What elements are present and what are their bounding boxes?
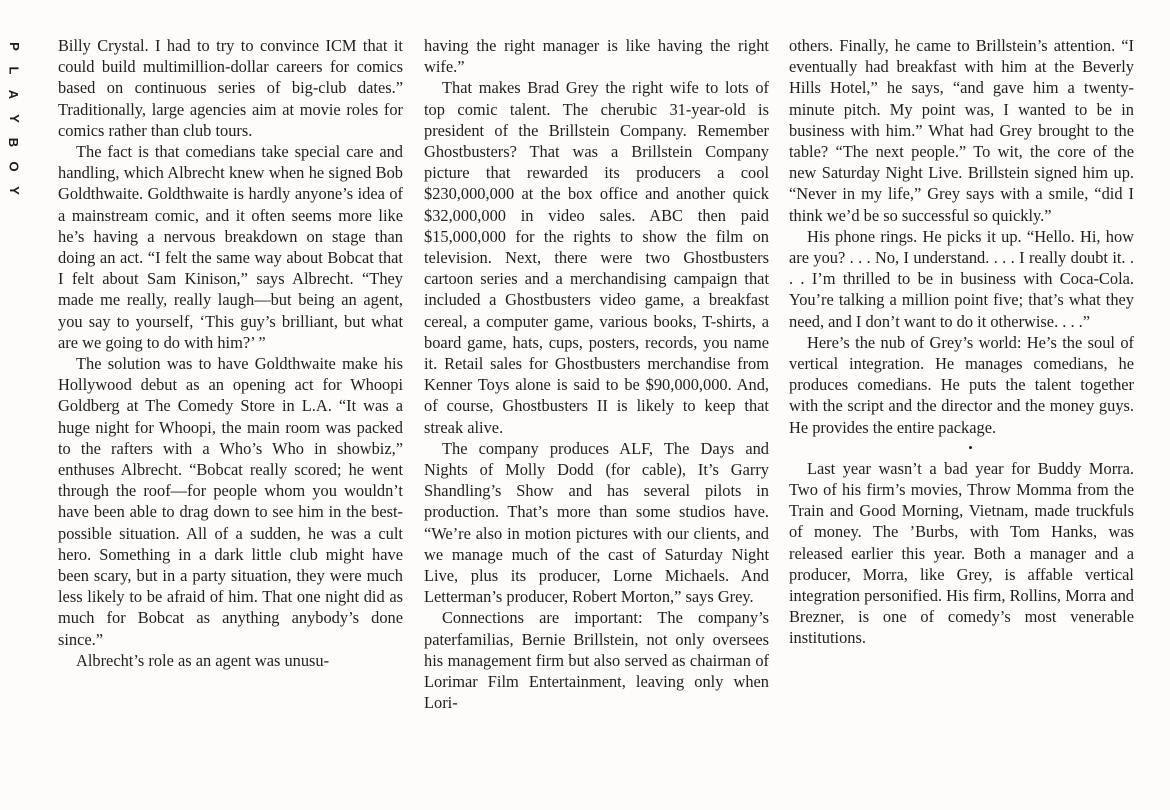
- paragraph: His phone rings. He picks it up. “Hello. Hi, how are you? . . . No, I understand. . . . I really doubt it. . . . I’m thrilled to be in business with Coca-Cola. You’re talking a million point five; that’s what they need, and I don’t want to do it otherwise. . . .”: [789, 226, 1134, 331]
- running-head-letter: O: [6, 161, 22, 172]
- running-head-letter: A: [6, 89, 22, 100]
- running-head-letter: L: [6, 66, 22, 75]
- paragraph: Last year wasn’t a bad year for Buddy Morra. Two of his firm’s movies, Throw Momma from the Train and Good Morning, Vietnam, made truckfuls of money. The ’Burbs, with Tom Hanks, was released earlier this year. Both a manager and a producer, Morra, like Grey, is affable vertical integration personified. His firm, Rollins, Morra and Brezner, is one of comedy’s most venerable institutions.: [789, 458, 1134, 648]
- paragraph: The solution was to have Goldthwaite make his Hollywood debut as an opening act for Whoopi Goldberg at The Comedy Store in L.A. “It was a huge night for Whoopi, the main room was packed to the rafters with a Who’s Who in showbiz,” enthuses Albrecht. “Bobcat really scored; he went through the roof—for people whom you wouldn’t have been able to drag down to see him in the best-possible situation. All of a sudden, he was a cult hero. Something in a dark little club might have been scary, but in a party situation, they were much less likely to be afraid of him. That one night did as much for Bobcat as anything anybody’s done since.”: [58, 354, 403, 649]
- section-break-bullet: •: [968, 439, 973, 455]
- running-head-letter: B: [6, 137, 22, 148]
- paragraph: Connections are important: The company’s paterfamilias, Bernie Brillstein, not only oversees his management firm but also served as chairman of Lorimar Film Entertainment, leaving only when Lori-: [424, 608, 769, 713]
- paragraph: having the right manager is like having the right wife.”: [424, 36, 769, 77]
- paragraph: Albrecht’s role as an agent was unusu-: [76, 650, 330, 670]
- text-column-1: [58, 35, 403, 671]
- paragraph: That makes Brad Grey the right wife to lots of top comic talent. The cherubic 31-year-old is president of the Brillstein Company. Remember Ghostbusters? That was a Brillstein Company picture that rewarded its producers a cool $230,000,000 at the box office and another quick $32,000,000 in video sales. ABC then paid $15,000,000 for the rights to show the film on television. Next, there were two Ghostbusters cartoon series and a merchandising campaign that included a Ghostbusters video game, a breakfast cereal, a computer game, various books, T-shirts, a board game, hats, cups, posters, records, you name it. Retail sales for Ghostbusters merchandise from Kenner Toys alone is said to be $90,000,000. And, of course, Ghostbusters II is likely to keep that streak alive.: [424, 78, 769, 437]
- paragraph: The fact is that comedians take special care and handling, which Albrecht knew when he signed Bob Goldthwaite. Goldthwaite is hardly anyone’s idea of a mainstream comic, and it often seems more like he’s having a nervous breakdown on stage than doing an act. “I felt the same way about Bobcat that I felt about Sam Kinison,” says Albrecht. “They made me really, really laugh—but being an agent, you say to yourself, ‘This guy’s brilliant, but what are we going to do with him?’ ”: [58, 142, 403, 352]
- running-head: [6, 40, 22, 197]
- running-head-letter: Y: [6, 114, 22, 123]
- running-head-letter: P: [6, 42, 22, 51]
- paragraph: Billy Crystal. I had to try to convince ICM that it could build multimillion-dollar careers for comics based on continuous series of big-club dates.” Traditionally, large agencies aim at movie roles for comics rather than club tours.: [58, 36, 403, 140]
- text-column-2: [424, 35, 769, 714]
- running-head-letter: Y: [6, 186, 22, 195]
- paragraph: Here’s the nub of Grey’s world: He’s the soul of vertical integration. He manages comedians, he produces comedians. He puts the talent together with the script and the director and the money guys. He provides the entire package.: [789, 332, 1134, 437]
- paragraph: others. Finally, he came to Brillstein’s attention. “I eventually had breakfast with him at the Beverly Hills Hotel,” he says, “and gave him a twenty-minute pitch. My point was, I wanted to be in business with him.” What had Grey brought to the table? “The next people.” To wit, the core of the new Saturday Night Live. Brillstein signed him up. “Never in my life,” Grey says with a smile, “did I think we’d be so successful so quickly.”: [789, 36, 1134, 225]
- paragraph: The company produces ALF, The Days and Nights of Molly Dodd (for cable), It’s Garry Shandling’s Show and has several pilots in production. That’s more than some studios have. “We’re also in motion pictures with our clients, and we manage much of the cast of Saturday Night Live, plus its producer, Lorne Michaels. And Letterman’s producer, Robert Morton,” says Grey.: [424, 438, 769, 607]
- text-column-3: [789, 35, 1134, 649]
